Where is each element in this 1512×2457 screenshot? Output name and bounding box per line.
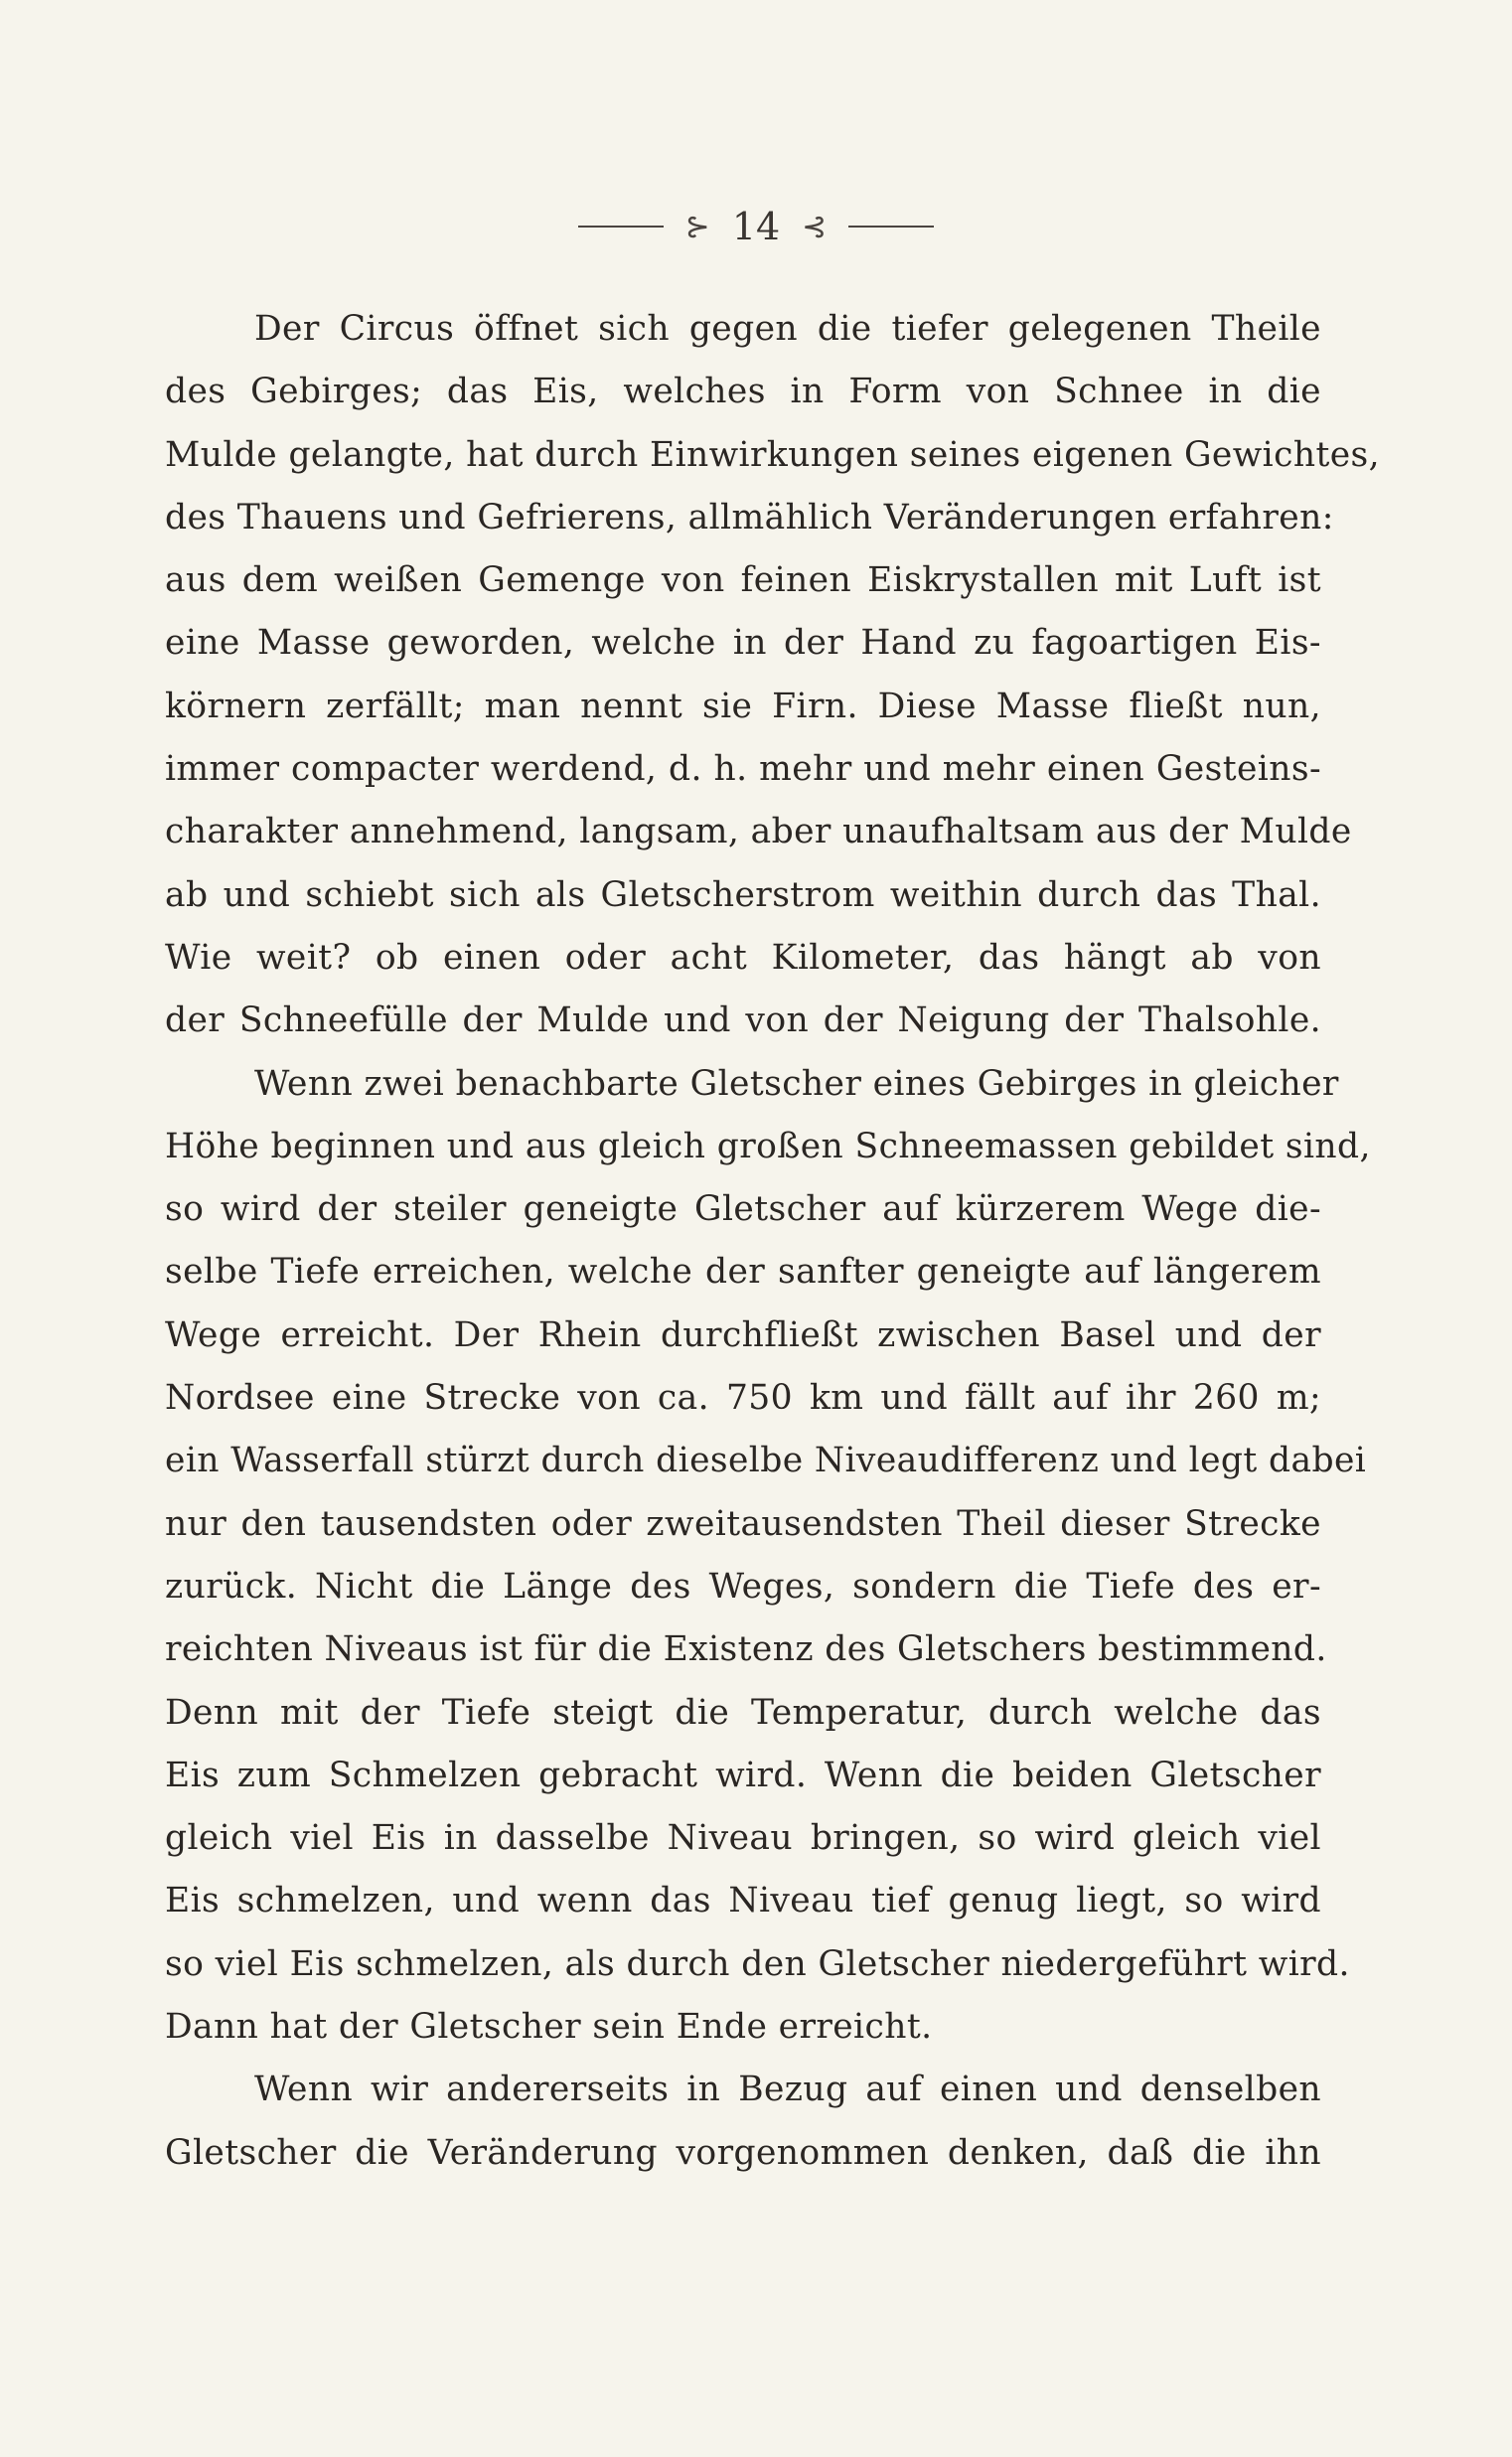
- text-line: Höhe beginnen und aus gleich großen Schneemassen gebildet sind,: [165, 1126, 1371, 1166]
- page-header: [0, 205, 1512, 248]
- right-ornament-icon: ⊰: [802, 209, 828, 244]
- right-rule: [848, 226, 934, 228]
- left-ornament-icon: ⊱: [684, 209, 710, 244]
- text-line: körnern zerfällt; man nennt sie Firn. Diese Masse fließt nun,: [165, 686, 1321, 726]
- text-line: zurück. Nicht die Länge des Weges, sondern die Tiefe des er-: [165, 1566, 1321, 1607]
- text-line: nur den tausendsten oder zweitausendsten Theil dieser Strecke: [165, 1503, 1321, 1544]
- text-line: eine Masse geworden, welche in der Hand zu fagoartigen Eis-: [165, 623, 1321, 664]
- text-line: immer compacter werdend, d. h. mehr und mehr einen Gesteins-: [165, 749, 1321, 790]
- text-line: Wenn zwei benachbarte Gletscher eines Gebirges in gleicher: [254, 1063, 1339, 1104]
- text-line: selbe Tiefe erreichen, welche der sanfter geneigte auf längerem: [165, 1252, 1321, 1293]
- text-line: ein Wasserfall stürzt durch dieselbe Niveaudifferenz und legt dabei: [165, 1441, 1367, 1481]
- text-line: Eis zum Schmelzen gebracht wird. Wenn die beiden Gletscher: [165, 1755, 1321, 1795]
- text-line: so viel Eis schmelzen, als durch den Gletscher niedergeführt wird.: [165, 1943, 1350, 1984]
- text-line: so wird der steiler geneigte Gletscher auf kürzerem Wege die-: [165, 1189, 1321, 1230]
- text-line: Wege erreicht. Der Rhein durchfließt zwischen Basel und der: [165, 1314, 1321, 1355]
- text-line: reichten Niveaus ist für die Existenz des Gletschers bestimmend.: [165, 1629, 1327, 1670]
- text-line: der Schneefülle der Mulde und von der Neigung der Thalsohle.: [165, 1000, 1321, 1041]
- text-line: ab und schiebt sich als Gletscherstrom weithin durch das Thal.: [165, 874, 1321, 915]
- text-line: Gletscher die Veränderung vorgenommen denken, daß die ihn: [165, 2132, 1321, 2173]
- text-line: gleich viel Eis in dasselbe Niveau bringen, so wird gleich viel: [165, 1818, 1321, 1859]
- text-line: des Thauens und Gefrierens, allmählich Veränderungen erfahren:: [165, 497, 1334, 537]
- left-rule: [578, 226, 664, 228]
- paragraph-1: [165, 298, 1380, 1053]
- text-line: charakter annehmend, langsam, aber unaufhaltsam aus der Mulde: [165, 812, 1352, 852]
- paragraph-2: [165, 1053, 1371, 2060]
- text-line: des Gebirges; das Eis, welches in Form von Schnee in die: [165, 372, 1321, 412]
- text-line: Der Circus öffnet sich gegen die tiefer gelegenen Theile: [254, 309, 1321, 349]
- text-line: Mulde gelangte, hat durch Einwirkungen seines eigenen Gewichtes,: [165, 434, 1380, 475]
- paragraph-3: [165, 2059, 1321, 2185]
- text-line: Eis schmelzen, und wenn das Niveau tief genug liegt, so wird: [165, 1881, 1321, 1921]
- text-line: Nordsee eine Strecke von ca. 750 km und fällt auf ihr 260 m;: [165, 1378, 1321, 1419]
- text-line: aus dem weißen Gemenge von feinen Eiskrystallen mit Luft ist: [165, 560, 1321, 601]
- page-number: 14: [731, 205, 781, 248]
- text-line: Wie weit? ob einen oder acht Kilometer, das hängt ab von: [165, 937, 1321, 978]
- body-text: [165, 298, 1380, 2185]
- text-line: Denn mit der Tiefe steigt die Temperatur, durch welche das: [165, 1692, 1321, 1733]
- text-line: Wenn wir andererseits in Bezug auf einen und denselben: [254, 2070, 1321, 2110]
- text-line: Dann hat der Gletscher sein Ende erreicht.: [165, 2007, 933, 2048]
